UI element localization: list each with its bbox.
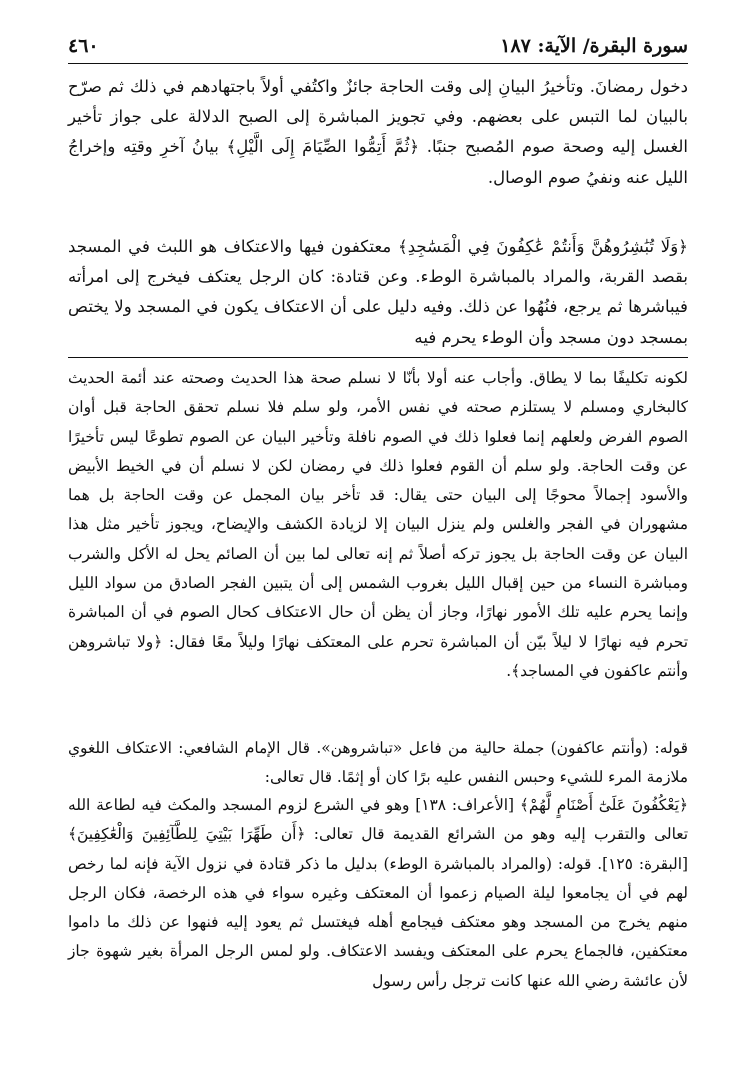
main-paragraph-1: دخول رمضانَ. وتأخيرُ البيانِ إلى وقت الحاجة جائزٌ واكتُفي أولاً باجتهادهم في ذلك ثم صرّح بالبيان لما التبس على بعضهم. وفي تجويز المباشرة إلى الصبح الدلالة على جواز تأخير الغسل إليه وصحة صوم المُصبح جنبًا. ﴿ثُمَّ أَتِمُّوا الصِّيَامَ إِلَى الَّيْلِ﴾ بيانُ آخرِ وقتِه وإخراجُ الليل عنه ونفيُ صوم الوصال.	[68, 77, 688, 187]
main-text-block-2	[68, 232, 688, 353]
commentary-block-3	[68, 791, 688, 996]
commentary-paragraph-2: قوله: (وأنتم عاكفون) جملة حالية من فاعل «تباشروهن». قال الإمام الشافعي: الاعتكاف اللغوي ملازمة المرء للشيء وحبس النفس عليه برًا كان أو إثمًا. قال تعالى:	[68, 739, 688, 787]
surah-reference: سورة البقرة/ الآية: ١٨٧	[500, 35, 688, 57]
commentary-block-1	[68, 364, 688, 686]
main-paragraph-2: ﴿وَلَا تُبَٰشِرُوهُنَّ وَأَنتُمْ عَٰكِفُونَ فِي الْمَسَٰجِدِ﴾ معتكفون فيها والاعتكاف هو اللبث في المسجد بقصد القربة، والمراد بالمباشرة الوطء. وعن قتادة: كان الرجل يعتكف فيخرج إلى امرأته فيباشرها ثم يرجع، فنُهُوا عن ذلك. وفيه دليل على أن الاعتكاف يكون في المسجد ولا يختص بمسجد دون مسجد وأن الوطء يحرم فيه	[68, 237, 688, 347]
main-text-block-1	[68, 72, 688, 193]
footnote-divider	[68, 357, 688, 358]
page-number: ٤٦٠	[68, 35, 99, 57]
commentary-block-2	[68, 734, 688, 793]
commentary-paragraph-1: لكونه تكليفًا بما لا يطاق. وأجاب عنه أولا بأنّا لا نسلم صحة هذا الحديث وصحته عند أئمة الحديث كالبخاري ومسلم لا يستلزم صحته في نفس الأمر، ولو سلم فلا نسلم تحقق الحاجة قبل أوان الصوم الفرض ولعلهم إنما فعلوا ذلك في الصوم نافلة وتأخير البيان عن الصوم تطوعًا ليس تأخيرًا عن وقت الحاجة. ولو سلم أن القوم فعلوا ذلك في رمضان لكن لا نسلم أن في الخيط الأبيض والأسود إجمالاً محوجًا إلى البيان حتى يقال: قد تأخر بيان المجمل عن وقت الحاجة بل هما مشهوران في الفجر والغلس ولم ينزل البيان إلا لزيادة الكشف والإيضاح، ويجوز تأخير مثل هذا البيان عن وقت الحاجة بل يجوز تركه أصلاً ثم إنه تعالى لما بين أن الصائم يحل له الأكل والشرب ومباشرة النساء من حين إقبال الليل بغروب الشمس إلى أن يتبين الفجر الصادق من سواد الليل وإنما يحرم عليه تلك الأمور نهارًا، وجاز أن يظن أن حال الاعتكاف كحال الصوم في أن المباشرة تحرم فيه نهارًا لا ليلاً بيّن أن المباشرة تحرم على المعتكف نهارًا وليلاً معًا فقال: ﴿ولا تباشروهن وأنتم عاكفون في المساجد﴾.	[68, 369, 688, 680]
commentary-paragraph-3: ﴿يَعْكُفُونَ عَلَىٰٓ أَصْنَامٍ لَّهُمْ﴾ [الأعراف: ١٣٨] وهو في الشرع لزوم المسجد والمكث فيه لطاعة الله تعالى والتقرب إليه وهو من الشرائع القديمة قال تعالى: ﴿أَن طَهِّرَا بَيْتِيَ لِلطَّآئِفِينَ وَالْعَٰكِفِينَ﴾ [البقرة: ١٢٥]. قوله: (والمراد بالمباشرة الوطء) بدليل ما ذكر قتادة في نزول الآية فإنه لما رخص لهم في أن يجامعوا ليلة الصيام زعموا أن المعتكف وغيره سواء في هذه الرخصة، فكان الرجل منهم يخرج من المسجد وهو معتكف فيجامع أهله فيغتسل ثم يعود إليه فنهوا عن ذلك ما داموا معتكفين، فالجماع يحرم على المعتكف ويفسد الاعتكاف. ولو لمس الرجل المرأة بغير شهوة جاز لأن عائشة رضي الله عنها كانت ترجل رأس رسول	[68, 796, 689, 990]
page-header	[68, 28, 688, 64]
